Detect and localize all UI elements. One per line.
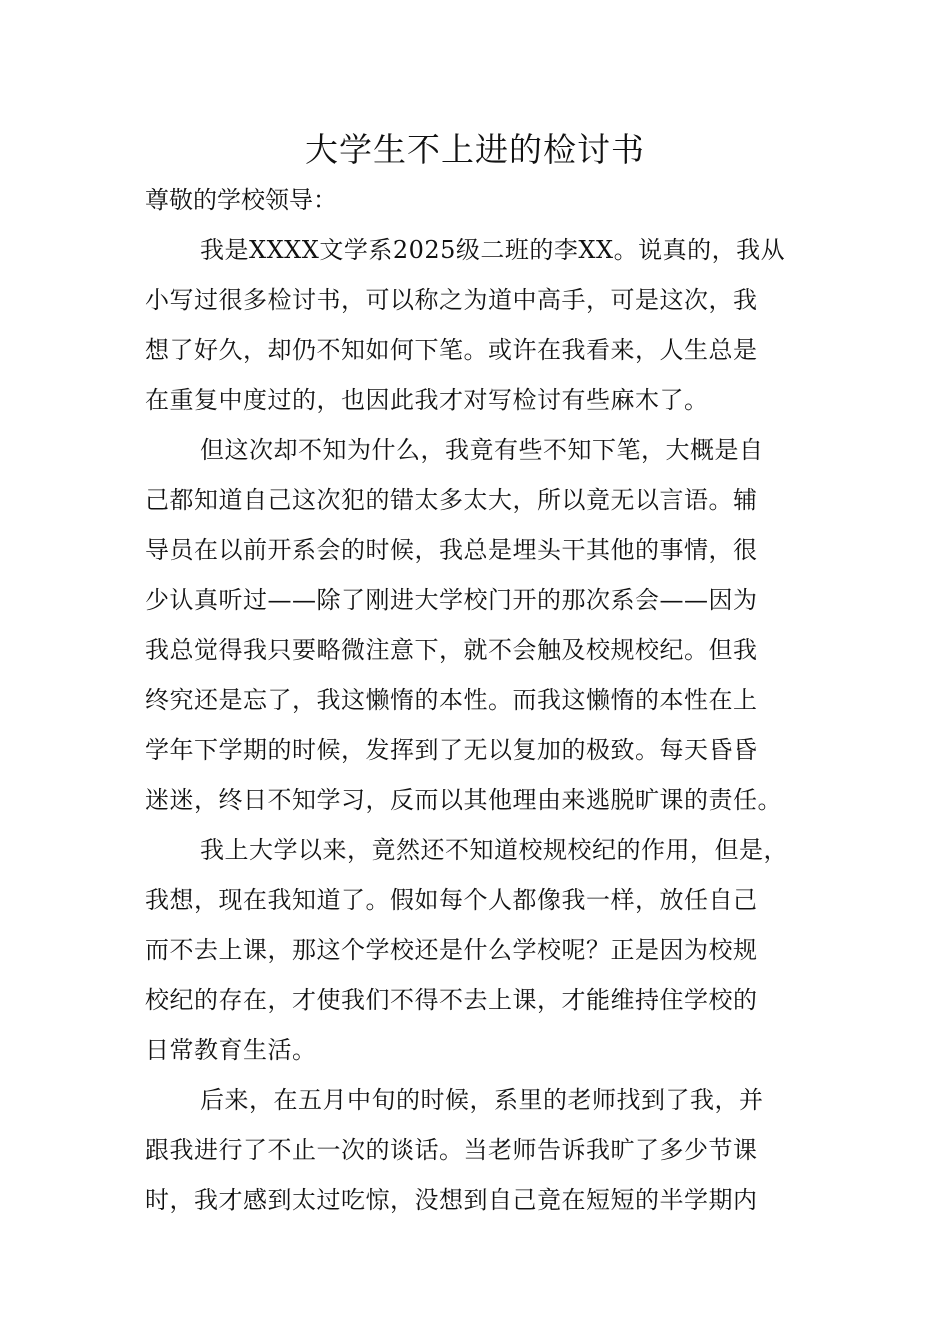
paragraph-line: 我想，现在我知道了。假如每个人都像我一样，放任自己 — [145, 886, 758, 914]
paragraph-line: 我总觉得我只要略微注意下，就不会触及校规校纪。但我 — [145, 636, 758, 664]
salutation: 尊敬的学校领导： — [145, 186, 337, 214]
paragraph-line: 校纪的存在，才使我们不得不去上课，才能维持住学校的 — [145, 986, 758, 1014]
paragraph-line: 少认真听过——除了刚进大学校门开的那次系会——因为 — [145, 586, 758, 614]
document-title: 大学生不上进的检讨书 — [305, 130, 645, 169]
paragraph-line: 而不去上课，那这个学校还是什么学校呢？正是因为校规 — [145, 936, 758, 964]
paragraph-line: 在重复中度过的，也因此我才对写检讨有些麻木了。 — [145, 386, 709, 414]
paragraph-line: 我是XXXX文学系2025级二班的李XX。说真的，我从 — [200, 236, 786, 264]
paragraph-line: 跟我进行了不止一次的谈话。当老师告诉我旷了多少节课 — [145, 1136, 758, 1164]
paragraph-line: 己都知道自己这次犯的错太多太大，所以竟无以言语。辅 — [145, 486, 758, 514]
paragraph-line: 想了好久，却仍不知如何下笔。或许在我看来，人生总是 — [145, 336, 758, 364]
paragraph-line: 我上大学以来，竟然还不知道校规校纪的作用，但是， — [200, 836, 788, 864]
paragraph-line: 小写过很多检讨书，可以称之为道中高手，可是这次，我 — [145, 286, 758, 314]
paragraph-line: 但这次却不知为什么，我竟有些不知下笔，大概是自 — [200, 436, 764, 464]
paragraph-line: 时，我才感到太过吃惊，没想到自己竟在短短的半学期内 — [145, 1186, 758, 1214]
paragraph-line: 日常教育生活。 — [145, 1036, 317, 1064]
paragraph-line: 终究还是忘了，我这懒惰的本性。而我这懒惰的本性在上 — [145, 686, 758, 714]
paragraph-line: 迷迷，终日不知学习，反而以其他理由来逃脱旷课的责任。 — [145, 786, 782, 814]
paragraph-line: 学年下学期的时候，发挥到了无以复加的极致。每天昏昏 — [145, 736, 758, 764]
paragraph-line: 导员在以前开系会的时候，我总是埋头干其他的事情，很 — [145, 536, 758, 564]
paragraph-line: 后来，在五月中旬的时候，系里的老师找到了我，并 — [200, 1086, 764, 1114]
